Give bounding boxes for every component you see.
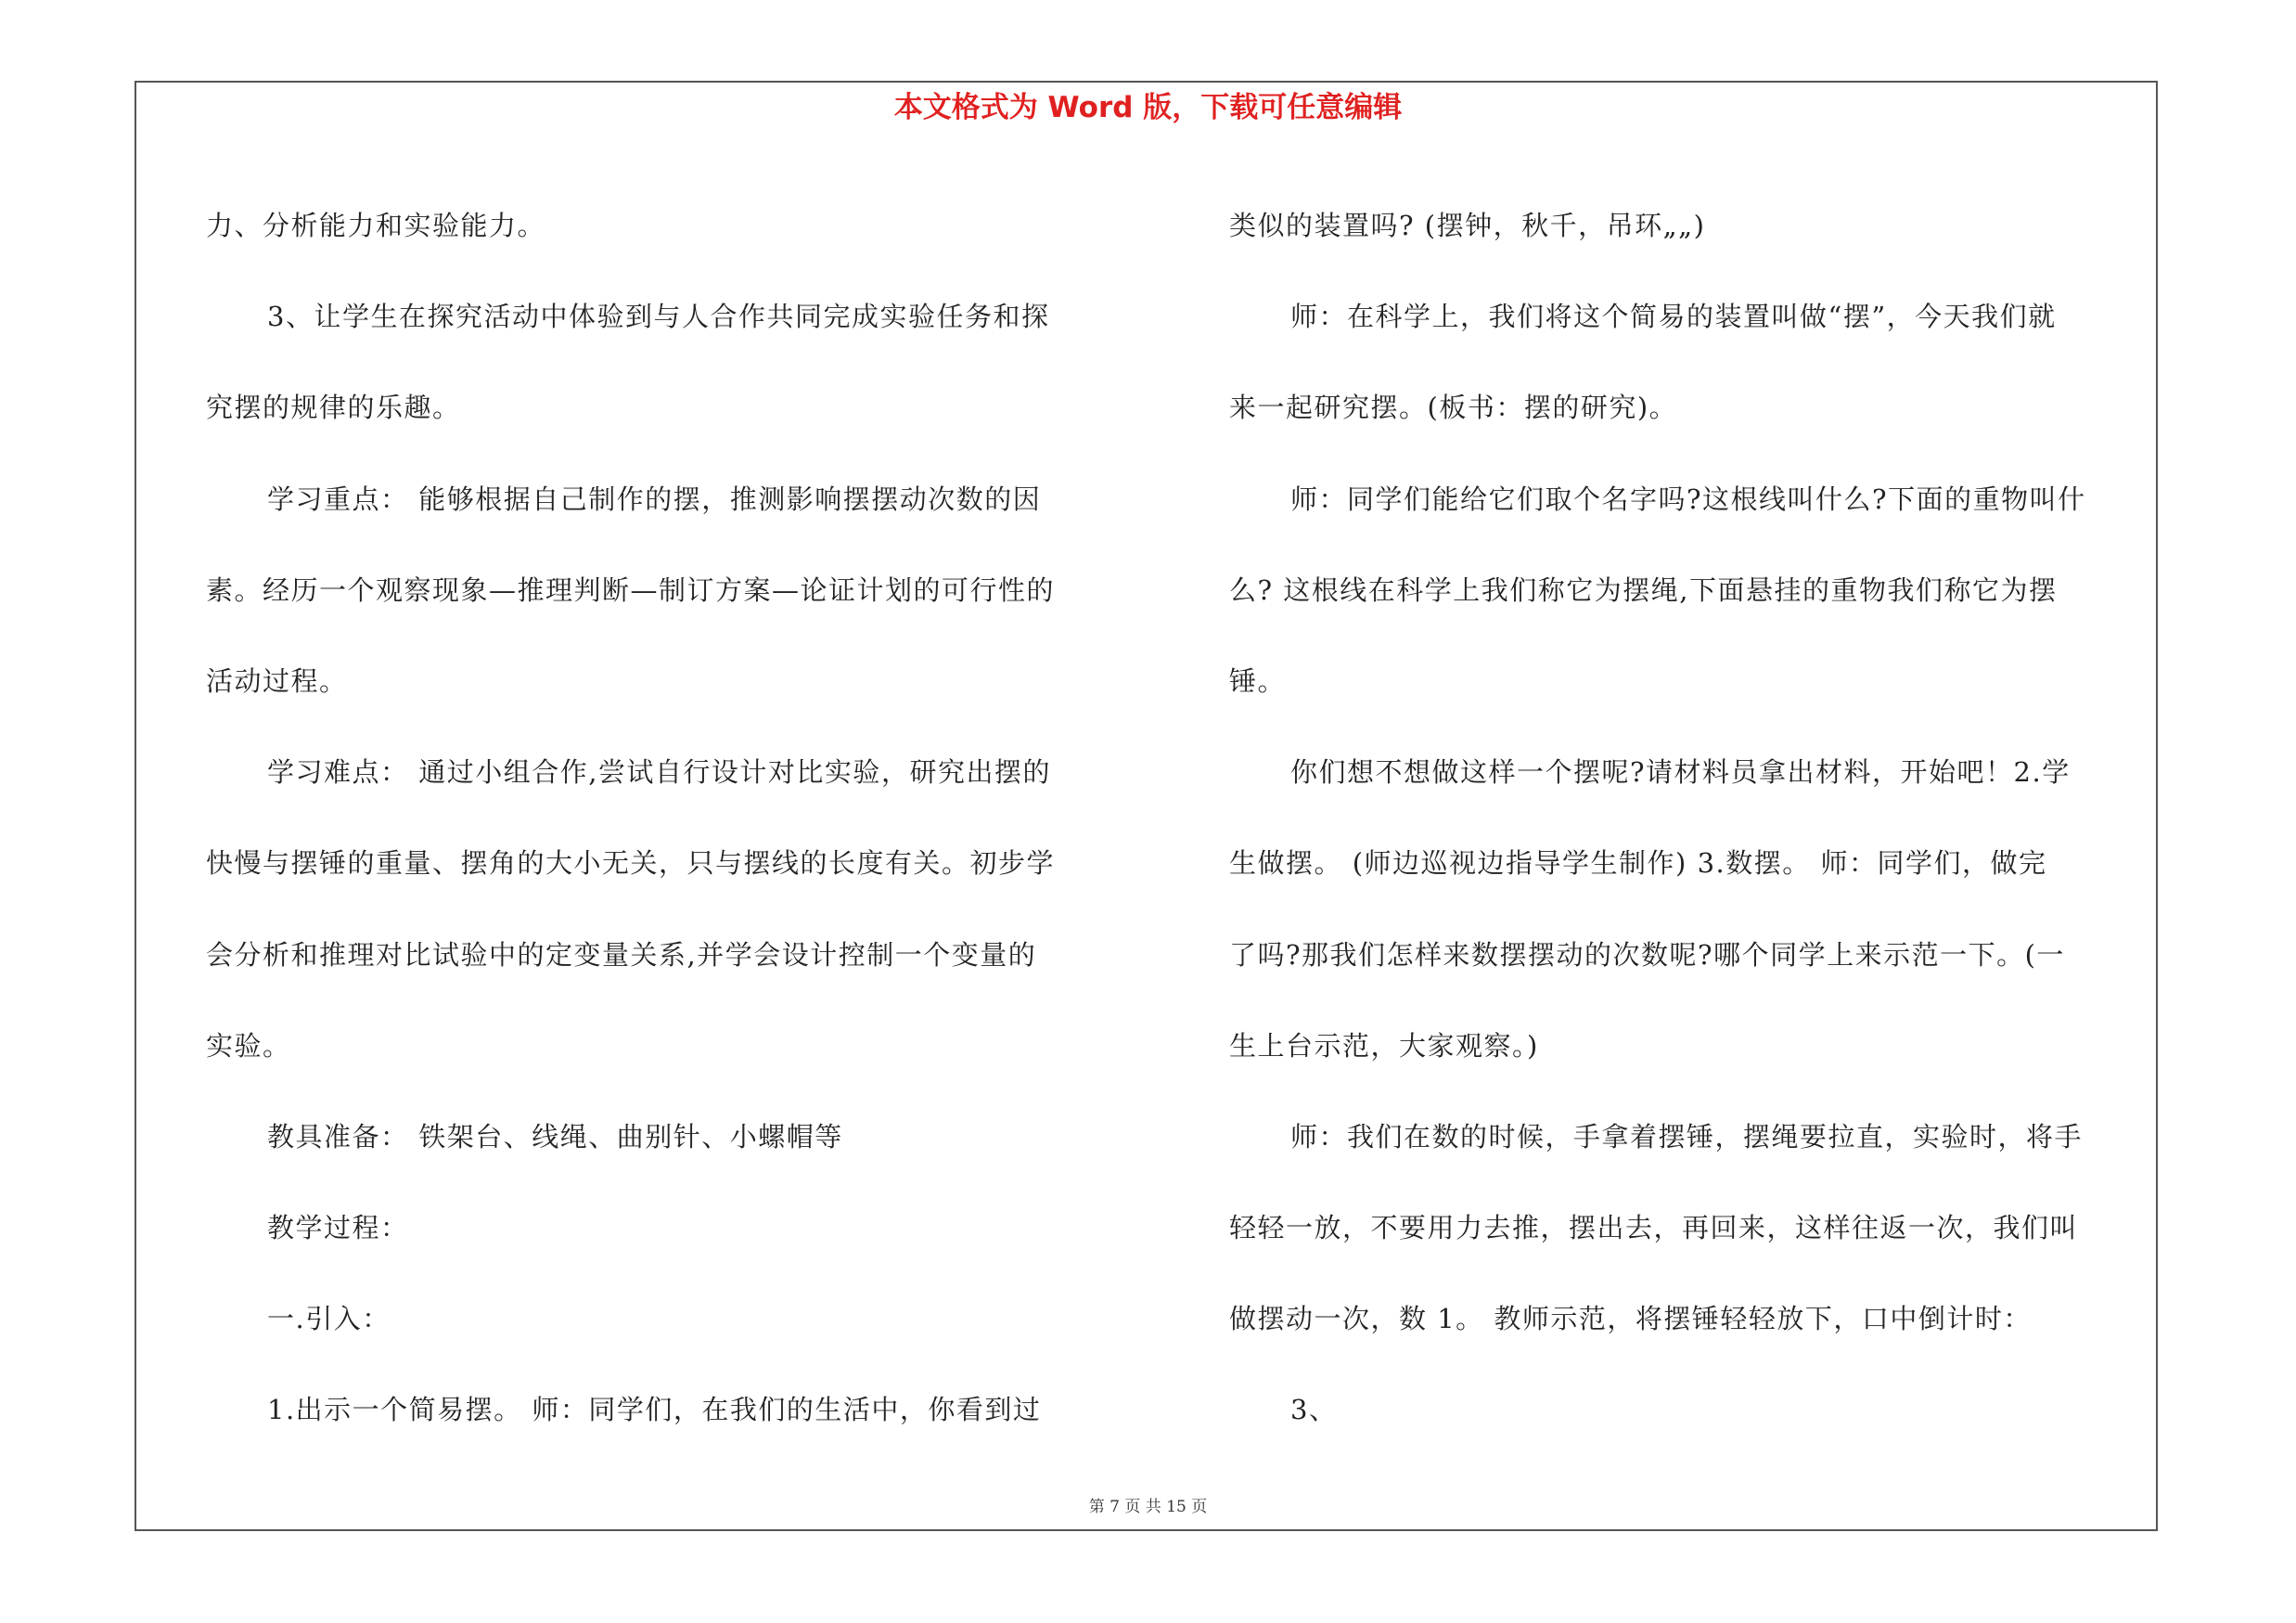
text-line: 学习难点： 通过小组合作,尝试自行设计对比实验，研究出摆的 [267, 756, 1051, 789]
text-line: 师：在科学上，我们将这个简易的装置叫做“摆”，今天我们就 [1290, 301, 2057, 333]
text-line: 么? 这根线在科学上我们称它为摆绳,下面悬挂的重物我们称它为摆 [1229, 573, 2058, 606]
text-line: 类似的装置吗? (摆钟，秋千，吊环„„) [1229, 210, 1706, 241]
page-header-title: 本文格式为 Word 版，下载可任意编辑 [893, 91, 1403, 124]
text-line: 力、分析能力和实验能力。 [206, 210, 546, 241]
text-line: 师：我们在数的时候，手拿着摆锤，摆绳要拉直，实验时，将手 [1290, 1120, 2084, 1153]
text-line: 素。经历一个观察现象—推理判断—制订方案—论证计划的可行性的 [206, 573, 1056, 606]
text-line: 3、 [1290, 1394, 1338, 1426]
text-line: 做摆动一次，数 1。 教师示范，将摆锤轻轻放下，口中倒计时： [1229, 1303, 2032, 1335]
text-line: 教具准备： 铁架台、线绳、曲别针、小螺帽等 [267, 1120, 843, 1153]
text-line: 一.引入： [267, 1303, 391, 1335]
page-number-footer: 第 7 页 共 15 页 [1088, 1498, 1208, 1516]
text-line: 师：同学们能给它们取个名字吗?这根线叫什么?下面的重物叫什 [1290, 483, 2086, 515]
text-line: 锤。 [1229, 664, 1287, 697]
text-line: 会分析和推理对比试验中的定变量关系,并学会设计控制一个变量的 [206, 938, 1037, 971]
text-line: 生做摆。 (师边巡视边指导学生制作) 3.数摆。 师：同学们，做完 [1229, 847, 2047, 880]
text-line: 生上台示范，大家观察。) [1229, 1029, 1539, 1062]
text-line: 究摆的规律的乐趣。 [206, 392, 461, 424]
left-text-column [206, 180, 1134, 1456]
text-line: 了吗?那我们怎样来数摆摆动的次数呢?哪个同学上来示范一下。(一 [1229, 938, 2065, 971]
text-line: 你们想不想做这样一个摆呢?请材料员拿出材料，开始吧！2.学 [1290, 756, 2071, 789]
right-text-column [1229, 180, 2157, 1456]
text-line: 轻轻一放，不要用力去推，摆出去，再回来，这样往返一次，我们叫 [1229, 1212, 2079, 1244]
text-line: 学习重点： 能够根据自己制作的摆，推测影响摆摆动次数的因 [267, 483, 1042, 515]
text-line: 快慢与摆锤的重量、摆角的大小无关，只与摆线的长度有关。初步学 [206, 847, 1056, 880]
text-line: 3、让学生在探究活动中体验到与人合作共同完成实验任务和探 [267, 301, 1050, 333]
text-line: 活动过程。 [206, 664, 348, 697]
text-line: 教学过程： [267, 1212, 409, 1244]
text-line: 来一起研究摆。(板书：摆的研究)。 [1229, 392, 1678, 424]
text-line: 1.出示一个简易摆。 师：同学们，在我们的生活中，你看到过 [267, 1394, 1042, 1426]
text-line: 实验。 [206, 1029, 291, 1062]
